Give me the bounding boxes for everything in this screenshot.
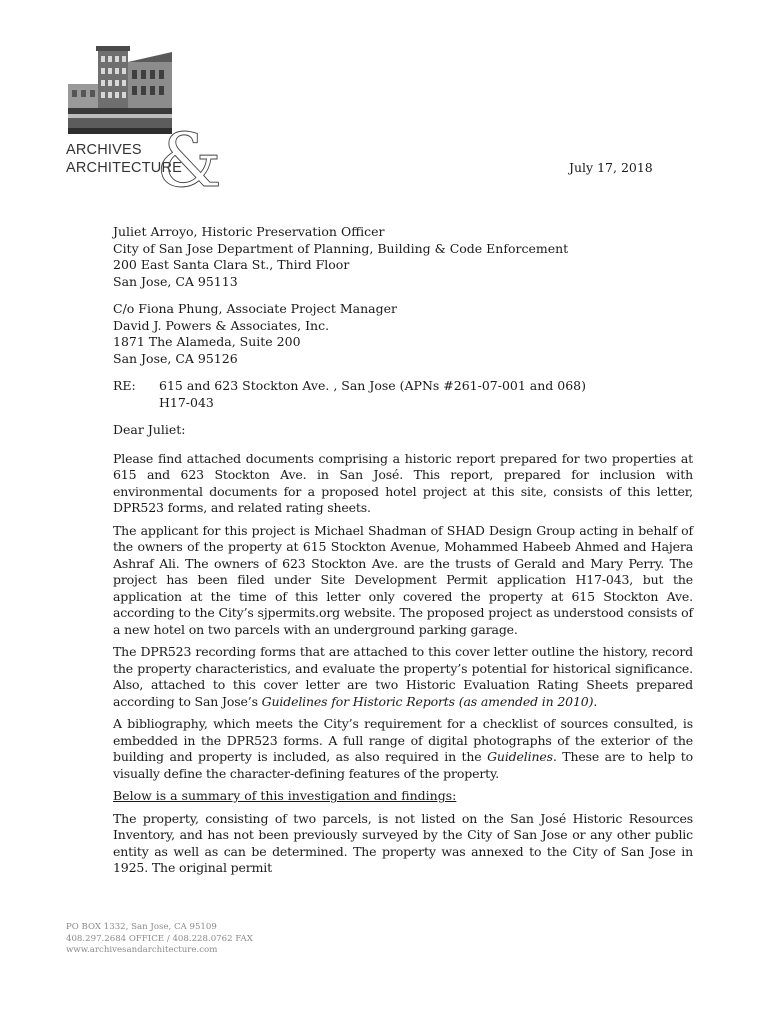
- logo-text-architecture: ARCHITECTURE: [66, 160, 182, 176]
- recipient-line: 200 East Santa Clara St., Third Floor: [113, 257, 350, 272]
- paragraph-findings: The property, consisting of two parcels, is not listed on the San José Historic Resources Inventory, and has not been previously surveyed by the City of San Jose or any other public entity as well as can be determined. The property was annexed to the City of San Jose in 1925. The original permit: [113, 810, 693, 875]
- paragraph-dpr523: The DPR523 recording forms that are attached to this cover letter outline the history, record the property characteristics, and evaluate the property’s potential for historical significance. Also, attached to this cover letter are two Historic Evaluation Rating Sheets prepared according to San Jose’s Guidelines for Historic Reports (as amended in 2010).: [113, 644, 693, 709]
- letterhead-footer: [66, 922, 253, 957]
- salutation: Dear Juliet:: [113, 422, 186, 437]
- footer-address: PO BOX 1332, San Jose, CA 95109: [66, 922, 217, 932]
- guidelines-title: Guidelines for Historic Reports (as amended in 2010): [261, 693, 594, 709]
- paragraph-bibliography: A bibliography, which meets the City’s requirement for a checklist of sources consulted, is embedded in the DPR523 forms. A full range of digital photographs of the exterior of the building and property is included, as also required in the Guidelines. These are to help to visually define the character-defining features of the property.: [113, 716, 693, 781]
- care-of-line: San Jose, CA 95126: [113, 350, 238, 366]
- subject-label: RE:: [113, 378, 136, 393]
- letter-date: July 17, 2018: [569, 160, 653, 175]
- subject-address: 615 and 623 Stockton Ave. , San Jose (APNs #261-07-001 and 068): [159, 378, 587, 393]
- care-of-address: [113, 301, 693, 367]
- summary-heading: Below is a summary of this investigation and findings:: [113, 788, 457, 803]
- footer-website: www.archivesandarchitecture.com: [66, 945, 218, 955]
- recipient-address: [113, 224, 693, 290]
- company-logo: [66, 44, 222, 204]
- subject-line: [113, 378, 693, 411]
- guidelines-ref: Guidelines: [487, 749, 553, 764]
- paragraph-applicant: The applicant for this project is Michael Shadman of SHAD Design Group acting in behalf of the owners of the property at 615 Stockton Avenue, Mohammed Habeeb Ahmed and Hajera Ashraf Ali. The owners of 623 Stockton Ave. are the trusts of Gerald and Mary Perry. The project has been filed under Site Development Permit application H17-043, but the application at the time of this letter only covered the property at 615 Stockton Ave. according to the City’s sjpermits.org website. The proposed project as understood consists of a new hotel on two parcels with an underground parking garage.: [113, 522, 693, 637]
- recipient-line: City of San Jose Department of Planning, Building & Code Enforcement: [113, 240, 569, 256]
- svg-text:&: &: [156, 118, 222, 204]
- subject-permit: H17-043: [159, 394, 214, 410]
- logo-text-archives: ARCHIVES: [66, 142, 142, 158]
- recipient-line: Juliet Arroyo, Historic Preservation Officer: [113, 224, 385, 239]
- letter-body: [113, 224, 693, 883]
- care-of-line: 1871 The Alameda, Suite 200: [113, 334, 301, 349]
- care-of-line: David J. Powers & Associates, Inc.: [113, 317, 330, 333]
- care-of-line: C/o Fiona Phung, Associate Project Manager: [113, 301, 397, 316]
- ampersand-mark: [154, 118, 222, 204]
- recipient-line: San Jose, CA 95113: [113, 273, 238, 289]
- paragraph-intro: Please find attached documents comprising a historic report prepared for two properties at 615 and 623 Stockton Ave. in San José. This report, prepared for inclusion with environmental documents for a proposed hotel project at this site, consists of this letter, DPR523 forms, and related rating sheets.: [113, 450, 693, 515]
- footer-phones: 408.297.2684 OFFICE / 408.228.0762 FAX: [66, 933, 253, 944]
